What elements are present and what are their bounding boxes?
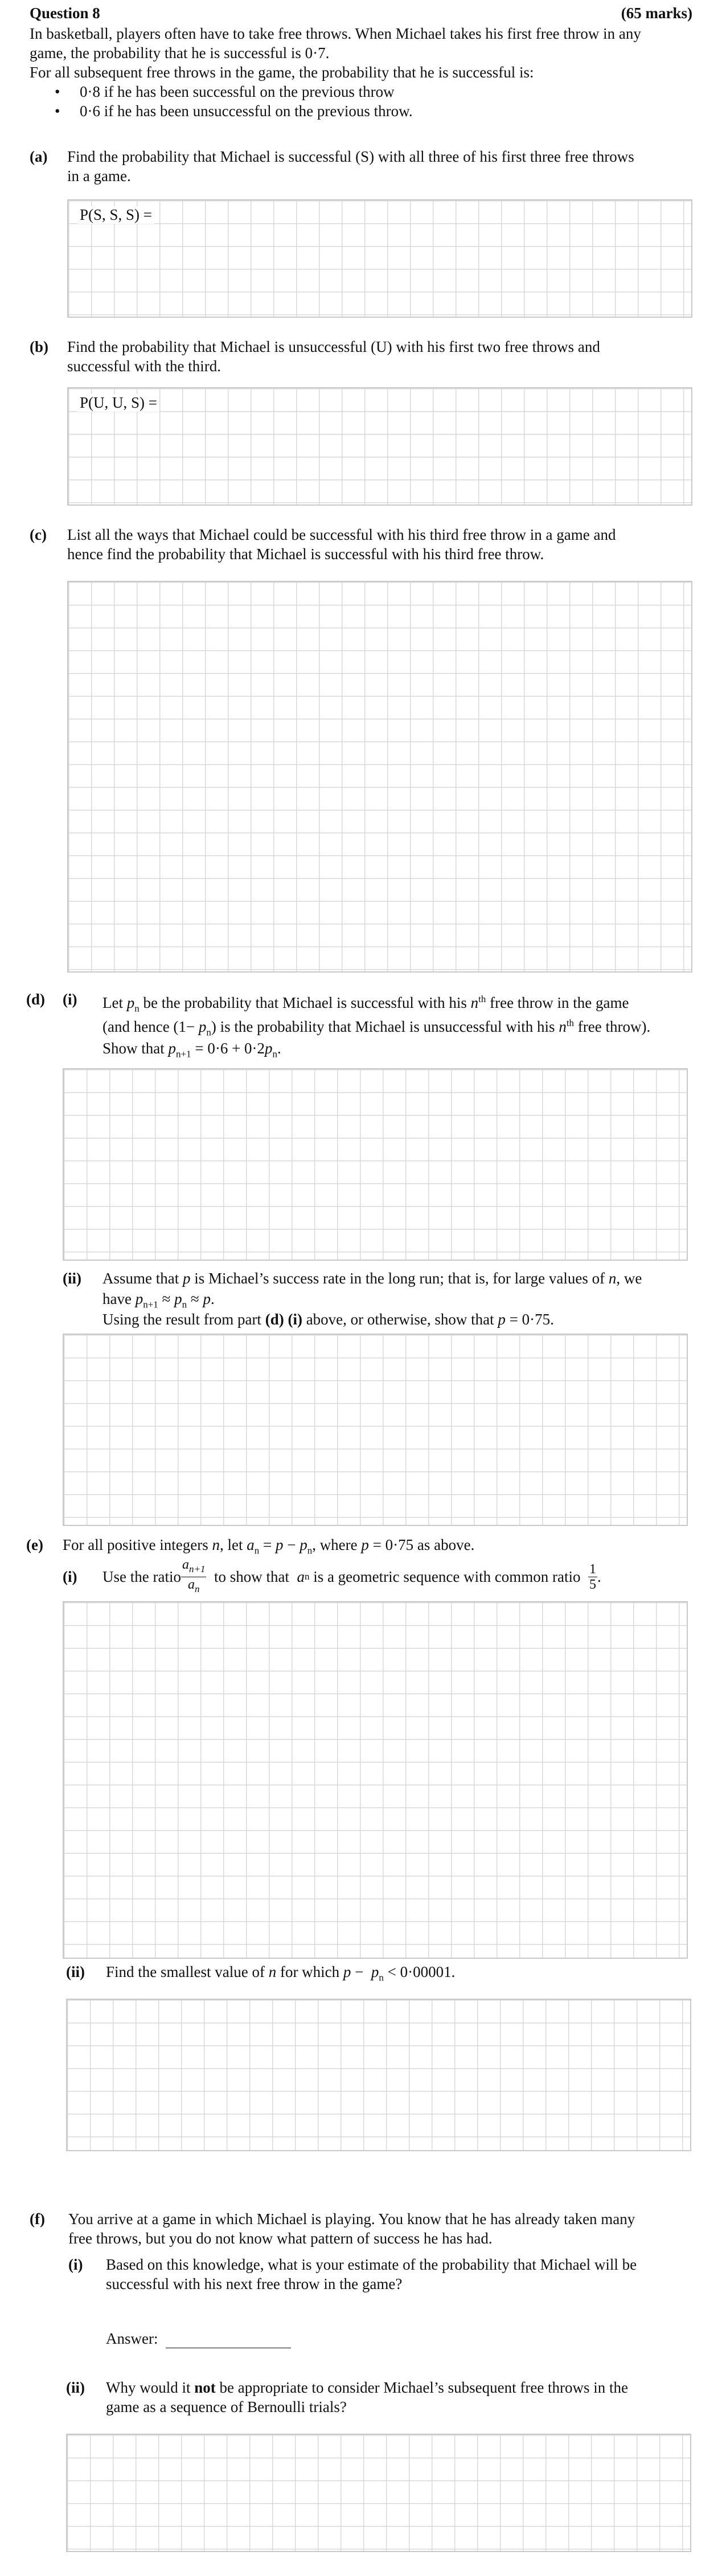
part-f-line-1: You arrive at a game in which Michael is playing. You know that he has already taken many <box>68 2210 635 2228</box>
part-f-i-label: (i) <box>68 2256 83 2273</box>
intro-bullet-1: 0·8 if he has been successful on the previous throw <box>80 83 395 100</box>
question-marks: (65 marks) <box>621 5 692 22</box>
answer-grid-e-ii[interactable] <box>66 1999 691 2151</box>
intro-line-1: In basketball, players often have to take free throws. When Michael takes his first free throw in any <box>30 25 641 42</box>
part-a-line-2: in a game. <box>67 167 131 184</box>
part-c-line-1: List all the ways that Michael could be successful with his third free throw in a game and <box>67 526 616 543</box>
answer-grid-d-ii[interactable] <box>63 1334 688 1526</box>
answer-label: Answer: <box>106 2330 158 2347</box>
part-e-intro: For all positive integers n, let $a_n = p - p_n$, where p = 0·75 as above. <box>63 1536 475 1556</box>
part-b-line-1: Find the probability that Michael is unsuccessful (U) with his first two free throws and <box>67 338 600 355</box>
part-a-box-text: P(S, S, S) = <box>77 206 154 224</box>
part-c-line-2: hence find the probability that Michael is successful with his third free throw. <box>67 545 544 563</box>
part-f-line-2: free throws, but you do not know what pattern of success he has had. <box>68 2230 493 2247</box>
answer-grid-e-i[interactable] <box>63 1601 688 1959</box>
answer-grid-a[interactable] <box>67 199 692 318</box>
part-d-ii-line-1: Assume that p is Michael’s success rate in the long run; that is, for large values of n, we <box>102 1270 642 1287</box>
part-b-line-2: successful with the third. <box>67 358 221 375</box>
part-e-label: (e) <box>26 1536 43 1553</box>
answer-grid-f-ii[interactable] <box>66 2434 691 2552</box>
part-d-ii-label: (ii) <box>63 1270 81 1287</box>
part-e-i-label: (i) <box>63 1568 77 1585</box>
part-e-ii-label: (ii) <box>66 1963 85 1980</box>
part-a-label: (a) <box>30 148 48 165</box>
part-c-label: (c) <box>30 526 47 543</box>
ratio-fraction: $\frac{a_{n+1}}{a_n}$ <box>182 1557 206 1594</box>
answer-grid-d-i[interactable] <box>63 1068 688 1261</box>
intro-line-3: For all subsequent free throws in the game, the probability that he is successful is: <box>30 64 534 81</box>
part-a-line-1: Find the probability that Michael is successful (S) with all three of his first three free throws <box>67 148 634 165</box>
answer-grid-c[interactable] <box>67 581 692 973</box>
bullet-icon: • <box>55 102 60 120</box>
part-f-i-line-1: Based on this knowledge, what is your estimate of the probability that Michael will be <box>106 2256 637 2273</box>
part-b-label: (b) <box>30 338 48 355</box>
part-d-i-line-1: Let $p_n$ be the probability that Michael is successful with his $n^{th}$ free throw in the game <box>102 994 629 1014</box>
part-e-ii-line: Find the smallest value of n for which $p - p_n < 0\cdot 00001$. <box>106 1963 456 1983</box>
answer-grid-b[interactable] <box>67 387 692 506</box>
intro-bullet-2: 0·6 if he has been unsuccessful on the previous throw. <box>80 102 413 120</box>
part-b-box-text: P(U, U, S) = <box>77 394 159 412</box>
intro-line-2: game, the probability that he is successful is 0·7. <box>30 44 330 61</box>
part-d-ii-line-2: have $p_{n+1} \approx p_n \approx p$. <box>102 1290 215 1310</box>
part-f-i-line-2: successful with his next free throw in the game? <box>106 2275 403 2292</box>
part-f-label: (f) <box>30 2210 45 2228</box>
part-d-i-label: (i) <box>63 991 77 1008</box>
part-d-i-line-3: Show that $p_{n+1} = 0\cdot 6 + 0\cdot 2p_n$. <box>102 1040 281 1060</box>
part-d-label: (d) <box>26 991 45 1008</box>
part-f-ii-line-2: game as a sequence of Bernoulli trials? <box>106 2398 347 2415</box>
part-d-i-line-2: (and hence $(1- p_n)$ is the probability that Michael is unsuccessful with his $n^{th}$ free throw). <box>102 1018 651 1038</box>
part-f-ii-label: (ii) <box>66 2379 85 2396</box>
answer-row <box>106 2329 291 2348</box>
question-title: Question 8 <box>30 5 100 22</box>
part-d-ii-line-3: Using the result from part (d) (i) above, or otherwise, show that p = 0·75. <box>102 1311 554 1328</box>
answer-input-line[interactable] <box>166 2333 291 2348</box>
bullet-icon: • <box>55 83 60 100</box>
part-f-ii-line-1: Why would it not be appropriate to consider Michael’s subsequent free throws in the <box>106 2379 629 2396</box>
common-ratio-fraction: $\frac{1}{5}$ <box>589 1561 597 1592</box>
part-e-i-line: Use the ratio $\frac{a_{n+1}}{a_n}$ to show that a n is a geometric sequence with common ratio $\frac{1}{5}$ . <box>102 1557 601 1597</box>
